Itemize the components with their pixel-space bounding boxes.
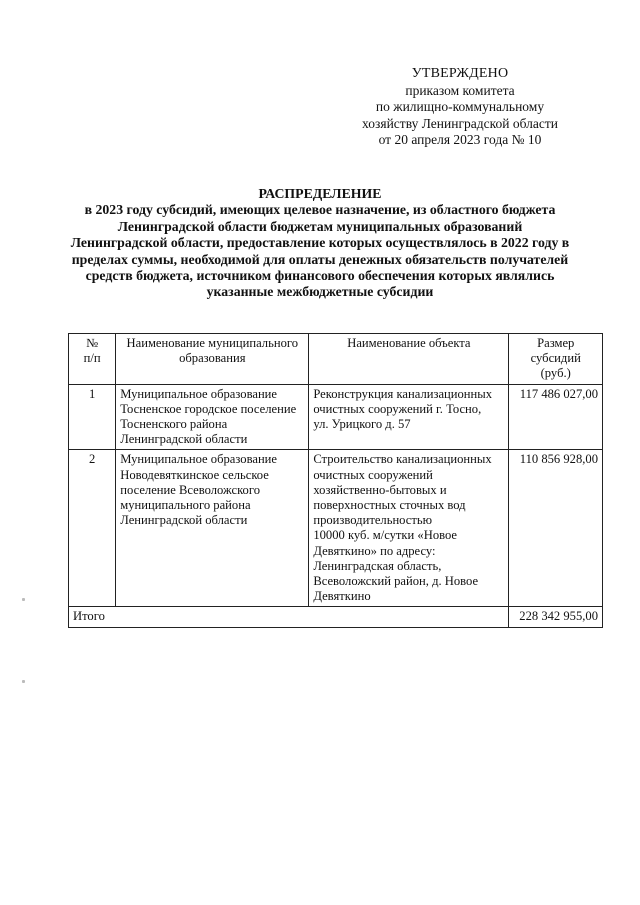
header-amount-line3: (руб.) [540, 366, 571, 381]
row-number: 2 [69, 450, 116, 607]
row-municipality [116, 384, 309, 450]
object-line: поверхностных сточных вод [313, 498, 466, 513]
total-amount: 228 342 955,00 [509, 607, 603, 627]
row-municipality [116, 450, 309, 607]
municipality-line: Ленинградской области [120, 513, 248, 528]
object-line: ул. Урицкого д. 57 [313, 417, 411, 432]
municipality-line: Новодевяткинское сельское [120, 467, 269, 482]
document-subtitle-line: Ленинградской области бюджетам муниципальных образований [117, 218, 523, 234]
object-line: производительностью [313, 513, 433, 528]
object-line: Ленинградская область, [313, 558, 442, 573]
distribution-table [68, 333, 603, 628]
row-number: 1 [69, 384, 116, 450]
approval-line-committee: по жилищно-коммунальному [375, 99, 545, 114]
municipality-line: Муниципальное образование [120, 386, 278, 401]
header-number-symbol: № [86, 336, 99, 350]
municipality-line: поселение Всеволожского [120, 482, 261, 497]
header-number [69, 334, 116, 385]
header-number-label: п/п [83, 351, 101, 366]
total-label: Итого [69, 607, 509, 627]
municipality-line: Тосненское городское поселение [120, 401, 297, 416]
object-line: хозяйственно-бытовых и [313, 482, 447, 497]
document-subtitle-line: Ленинградской области, предоставление которых осуществлялось в 2022 году в [70, 235, 570, 251]
municipality-line: Муниципальное образование [120, 452, 278, 467]
table-row [69, 384, 603, 450]
approval-block [340, 66, 580, 149]
closing-divider [276, 627, 394, 628]
document-title [60, 186, 580, 301]
object-line: очистных сооружений г. Тосно, [313, 401, 482, 416]
approval-line-region: хозяйству Ленинградской области [362, 115, 558, 131]
header-amount [509, 334, 603, 385]
scan-mark [22, 680, 25, 683]
object-line: Девяткино» по адресу: [313, 543, 436, 558]
document-heading: РАСПРЕДЕЛЕНИЕ [258, 186, 382, 201]
municipality-line: Ленинградской области [120, 432, 248, 447]
approval-line-date: от 20 апреля 2023 года № 10 [378, 132, 542, 147]
row-amount: 110 856 928,00 [509, 450, 603, 607]
object-line: 10000 куб. м/сутки «Новое [313, 528, 458, 543]
header-object: Наименование объекта [309, 334, 509, 385]
document-subtitle-line: указанные межбюджетные субсидии [206, 284, 434, 300]
object-line: Всеволожский район, д. Новое [313, 574, 479, 589]
header-amount-line1: Размер [537, 336, 575, 350]
document-subtitle-line: пределах суммы, необходимой для оплаты денежных обязательств получателей [71, 251, 569, 267]
approval-title: УТВЕРЖДЕНО [411, 66, 509, 81]
header-municipality [116, 334, 309, 385]
object-line: Девяткино [313, 589, 371, 604]
approval-line-order: приказом комитета [405, 82, 515, 98]
table-row [69, 450, 603, 607]
header-amount-line2: субсидий [530, 351, 581, 366]
scan-mark [22, 598, 25, 601]
object-line: Строительство канализационных [313, 452, 492, 467]
document-subtitle-line: средств бюджета, источником финансового обеспечения которых являлись [85, 268, 555, 284]
document-subtitle-line: в 2023 году субсидий, имеющих целевое назначение, из областного бюджета [84, 202, 556, 218]
municipality-line: Тосненского района [120, 417, 228, 432]
table-total-row [69, 607, 603, 627]
object-line: Реконструкция канализационных [313, 386, 493, 401]
table-header-row [69, 334, 603, 385]
municipality-line: муниципального района [120, 498, 251, 513]
object-line: очистных сооружений [313, 467, 433, 482]
header-municipality-line1: Наименование муниципального [126, 336, 299, 350]
row-amount: 117 486 027,00 [509, 384, 603, 450]
header-municipality-line2: образования [179, 351, 246, 366]
row-object [309, 384, 509, 450]
row-object [309, 450, 509, 607]
